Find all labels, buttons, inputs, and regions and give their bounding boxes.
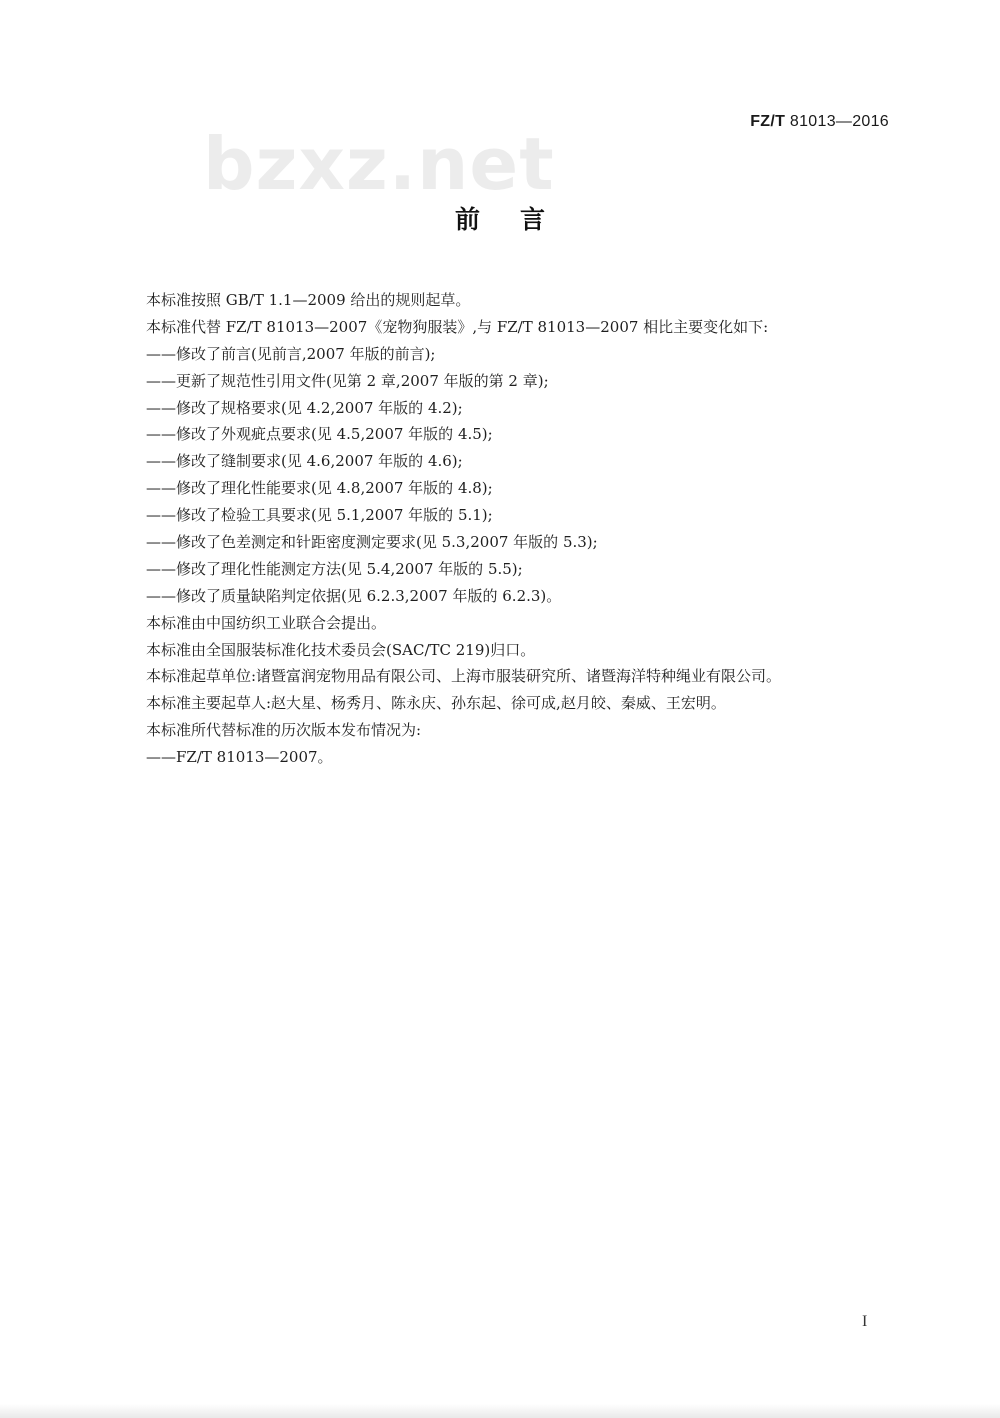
foreword-line: 本标准由中国纺织工业联合会提出。 [146,613,387,632]
change-item: ——修改了规格要求(见 4.2,2007 年版的 4.2); [146,398,463,417]
standard-code [750,113,889,131]
change-item: ——修改了理化性能测定方法(见 5.4,2007 年版的 5.5); [146,559,523,578]
watermark-logo: bzxz.net [203,122,555,206]
change-item: ——修改了外观疵点要求(见 4.5,2007 年版的 4.5); [146,425,493,444]
change-item: ——修改了质量缺陷判定依据(见 6.2.3,2007 年版的 6.2.3)。 [146,586,562,605]
change-item: ——修改了缝制要求(见 4.6,2007 年版的 4.6); [146,452,463,471]
change-item: ——修改了前言(见前言,2007 年版的前言); [146,344,436,363]
page-bottom-edge [0,1404,1000,1418]
foreword-line: 本标准代替 FZ/T 81013—2007《宠物狗服装》,与 FZ/T 81013—2007 相比主要变化如下: [146,317,769,336]
change-item: ——修改了理化性能要求(见 4.8,2007 年版的 4.8); [146,479,493,498]
foreword-line: 本标准主要起草人:赵大星、杨秀月、陈永庆、孙东起、徐可成,赵月皎、秦威、王宏明。 [146,694,726,713]
foreword-line: 本标准由全国服装标准化技术委员会(SAC/TC 219)归口。 [146,640,536,659]
foreword-content [146,287,906,771]
foreword-line: 本标准所代替标准的历次版本发布情况为: [146,721,422,740]
standard-number: 81013—2016 [789,113,889,130]
page-number: I [862,1313,868,1330]
standard-prefix: FZ/T [750,113,786,130]
change-item: ——更新了规范性引用文件(见第 2 章,2007 年版的第 2 章); [146,371,549,390]
foreword-line: 本标准按照 GB/T 1.1—2009 给出的规则起草。 [146,291,471,309]
foreword-line: 本标准起草单位:诸暨富润宠物用品有限公司、上海市服装研究所、诸暨海洋特种绳业有限公司。 [146,667,782,686]
change-item: ——修改了检验工具要求(见 5.1,2007 年版的 5.1); [146,506,493,525]
history-item: ——FZ/T 81013—2007。 [146,748,333,767]
page-title: 前言 [454,205,585,234]
change-item: ——修改了色差测定和针距密度测定要求(见 5.3,2007 年版的 5.3); [146,533,598,552]
